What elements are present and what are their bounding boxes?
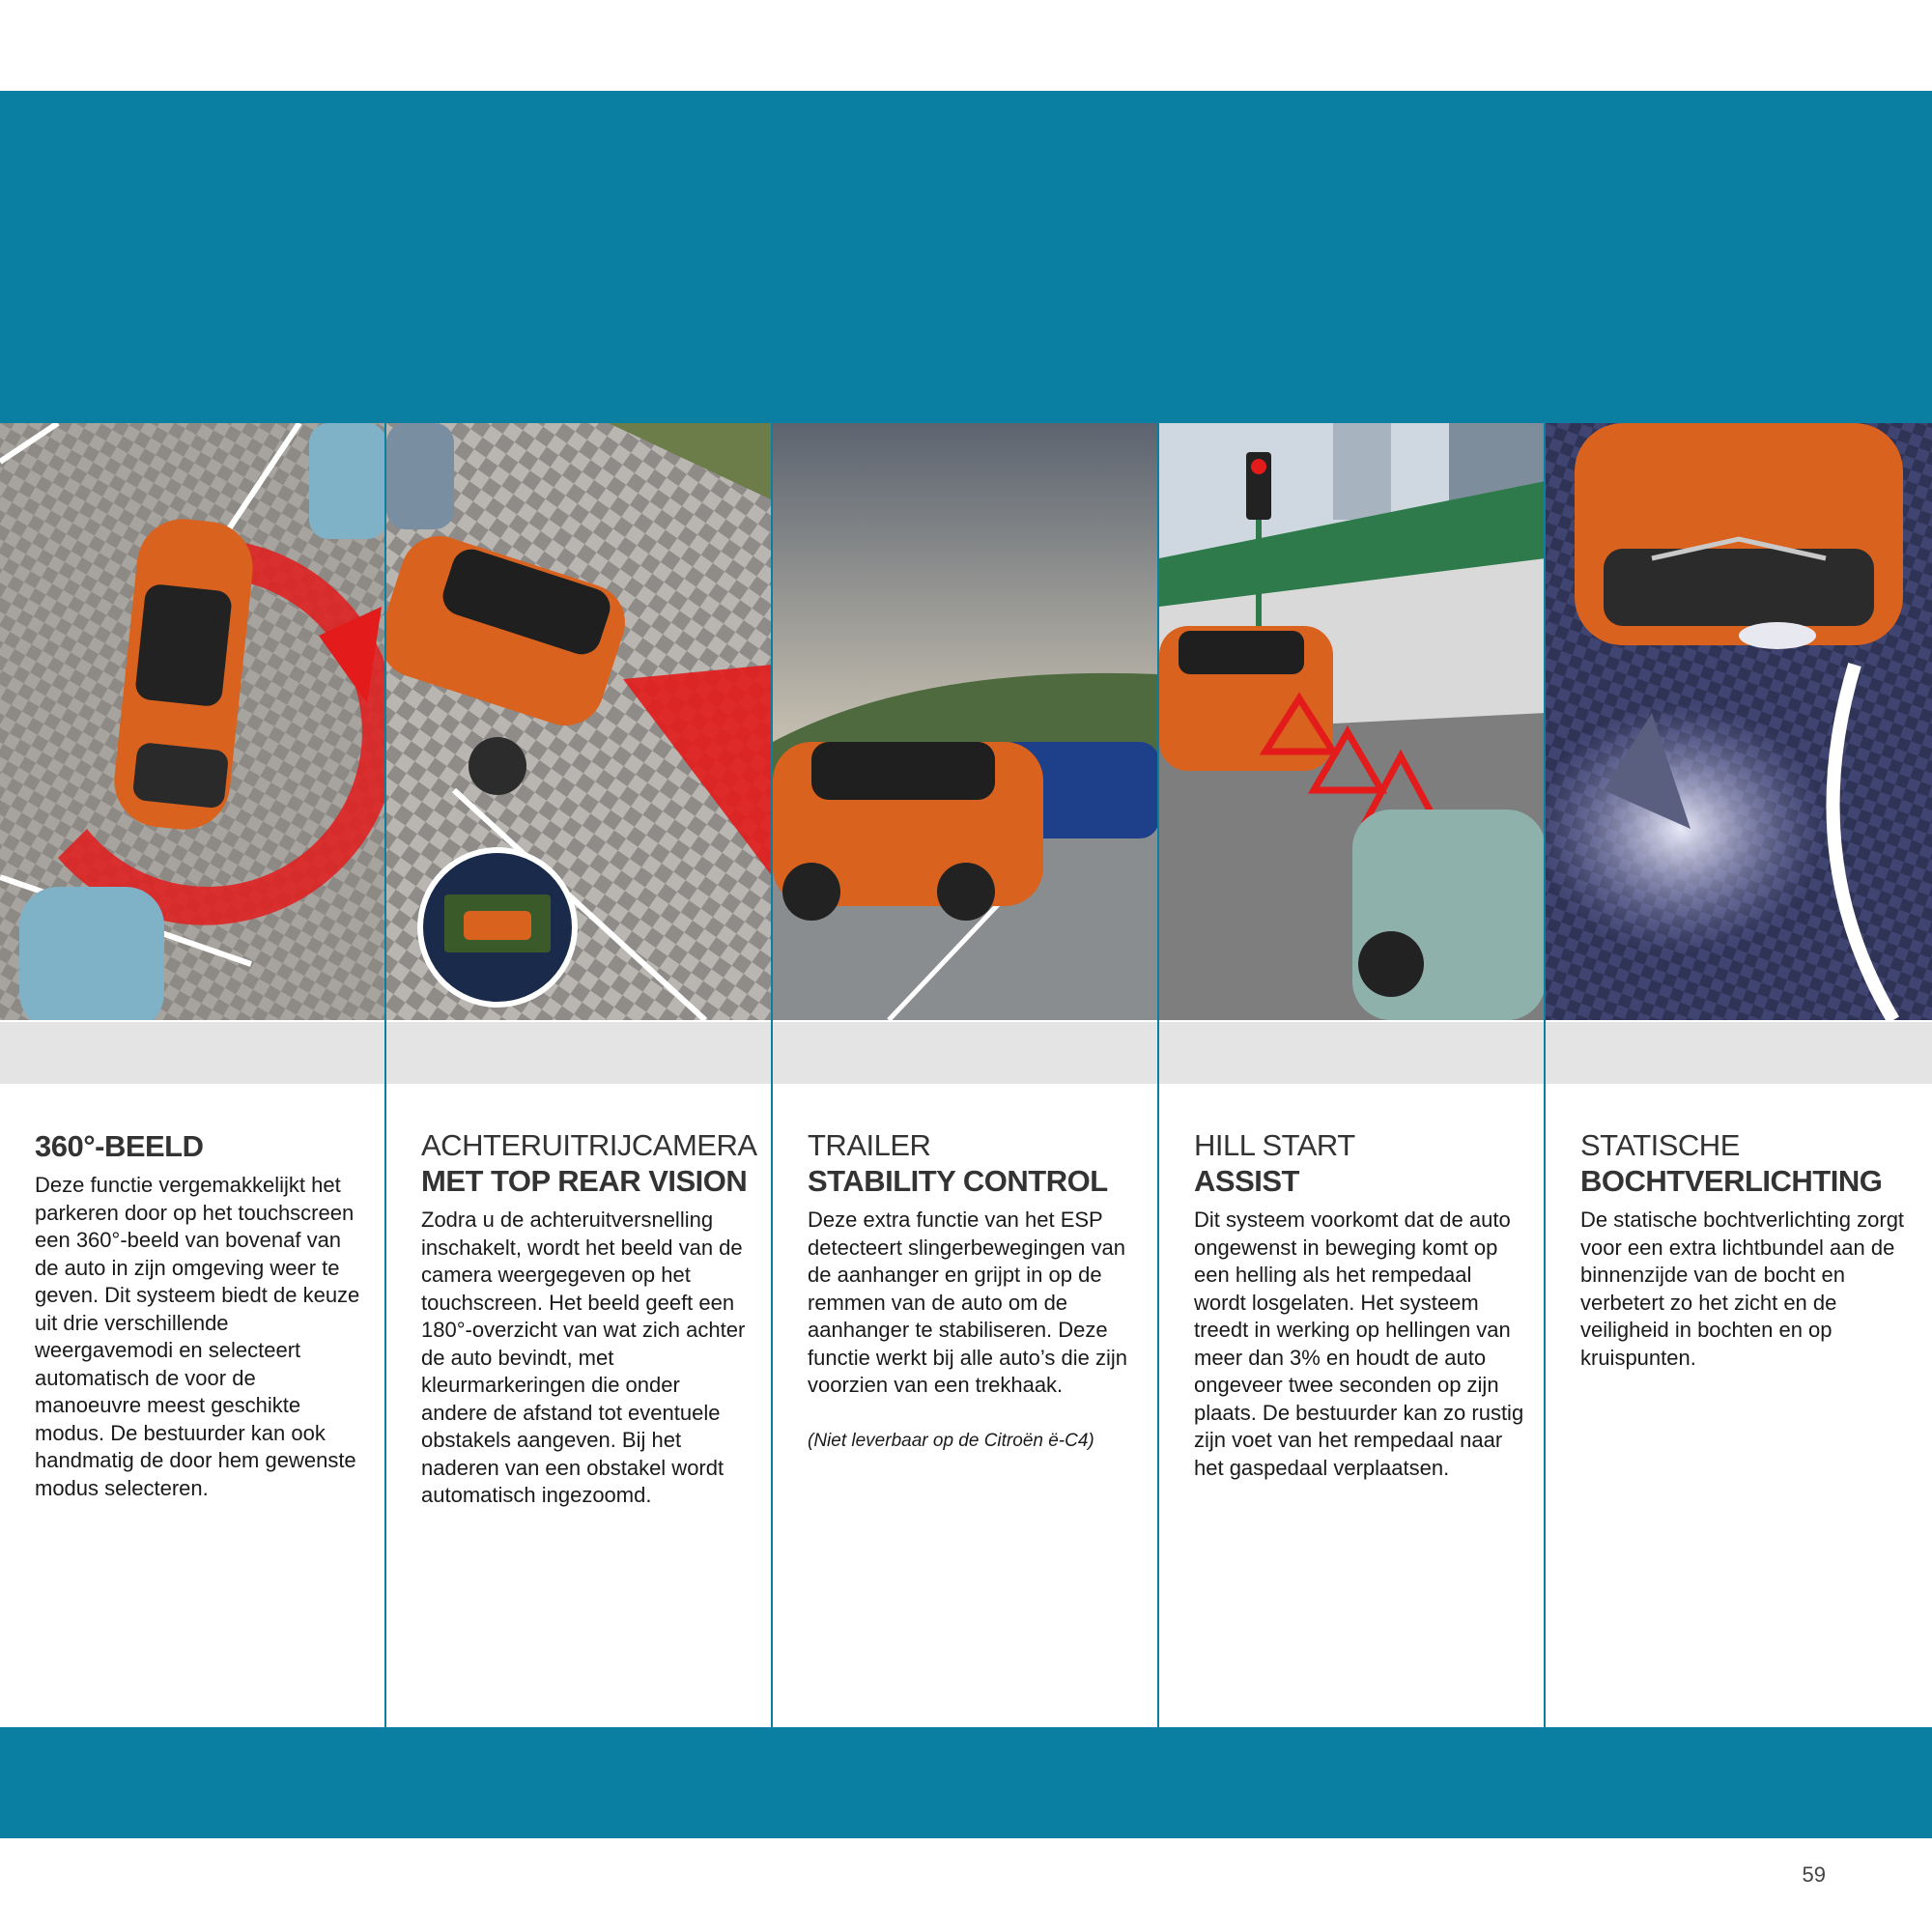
bottom-color-band xyxy=(0,1727,1932,1838)
feature-columns xyxy=(0,423,1932,1727)
feature-note: (Niet leverbaar op de Citroën ë-C4) xyxy=(808,1430,1094,1451)
feature-body: Zodra u de achteruitversnelling inschakelt, wordt het beeld van de camera weergegeven op het touchscreen. Het beeld geeft een 180°-overzicht van wat zich achter de auto bevindt, met kleurmarkeringen die onder andere de afstand tot eventuele obstakels aangeven. Bij het naderen van een obstakel wordt automatisch ingezoomd. xyxy=(421,1208,746,1507)
feature-text xyxy=(421,1128,757,1510)
top-color-band xyxy=(0,91,1932,423)
feature-body: Dit systeem voorkomt dat de auto ongewenst in beweging komt op een helling als het rempedaal wordt losgelaten. Het systeem treedt in werking op hellingen van meer dan 3% en houdt de auto ongeveer twee seconden op zijn plaats. De bestuurder kan zo rustig zijn voet van het rempedaal naar het gaspedaal verplaatsen. xyxy=(1194,1208,1524,1480)
feature-text xyxy=(35,1128,365,1502)
heading-bold: BOCHTVERLICHTING xyxy=(1580,1164,1883,1198)
feature-body: De statische bochtverlichting zorgt voor een extra lichtbundel aan de binnenzijde van de bocht en verbetert zo het zicht en de veiligheid in bochten en op kruispunten. xyxy=(1580,1208,1905,1370)
feature-cornering-light xyxy=(1546,423,1932,1727)
rear-camera-photo xyxy=(386,423,773,1020)
feature-body: Deze extra functie van het ESP detecteert slingerbewegingen van de aanhanger en grijpt in op de remmen van de auto om de aanhanger te stabiliseren. Deze functie werkt bij alle auto’s die zijn voorzien van een trekhaak. xyxy=(808,1208,1127,1397)
page-number: 59 xyxy=(1802,1862,1826,1887)
hill-start-photo xyxy=(1159,423,1546,1020)
feature-body: Deze functie vergemakkelijkt het parkeren door op het touchscreen een 360°-beeld van bovenaf van de auto in zijn omgeving weer te geven. Dit systeem biedt de keuze uit drie verschillende weergavemodi en selecteert automatisch de voor de manoeuvre meest geschikte modus. De bestuurder kan ook handmatig de door hem gewenste modus selecteren. xyxy=(35,1173,360,1500)
top-view-parking-photo xyxy=(0,423,386,1020)
feature-rear-camera xyxy=(386,423,773,1727)
feature-trailer-stability xyxy=(773,423,1159,1727)
trailer-photo xyxy=(773,423,1159,1020)
feature-text xyxy=(1194,1128,1524,1482)
heading-light: STATISCHE xyxy=(1580,1128,1740,1162)
feature-360-view xyxy=(0,423,386,1727)
cornering-light-photo xyxy=(1546,423,1932,1020)
heading-light: TRAILER xyxy=(808,1128,931,1162)
feature-text xyxy=(808,1128,1138,1454)
heading-light: HILL START xyxy=(1194,1128,1355,1162)
heading-bold: STABILITY CONTROL xyxy=(808,1164,1108,1198)
heading-light: ACHTERUITRIJCAMERA xyxy=(421,1128,757,1162)
feature-hill-start-assist xyxy=(1159,423,1546,1727)
feature-text xyxy=(1580,1128,1911,1372)
heading-bold: 360°-BEELD xyxy=(35,1129,204,1163)
heading-bold: ASSIST xyxy=(1194,1164,1299,1198)
heading-bold: MET TOP REAR VISION xyxy=(421,1164,748,1198)
